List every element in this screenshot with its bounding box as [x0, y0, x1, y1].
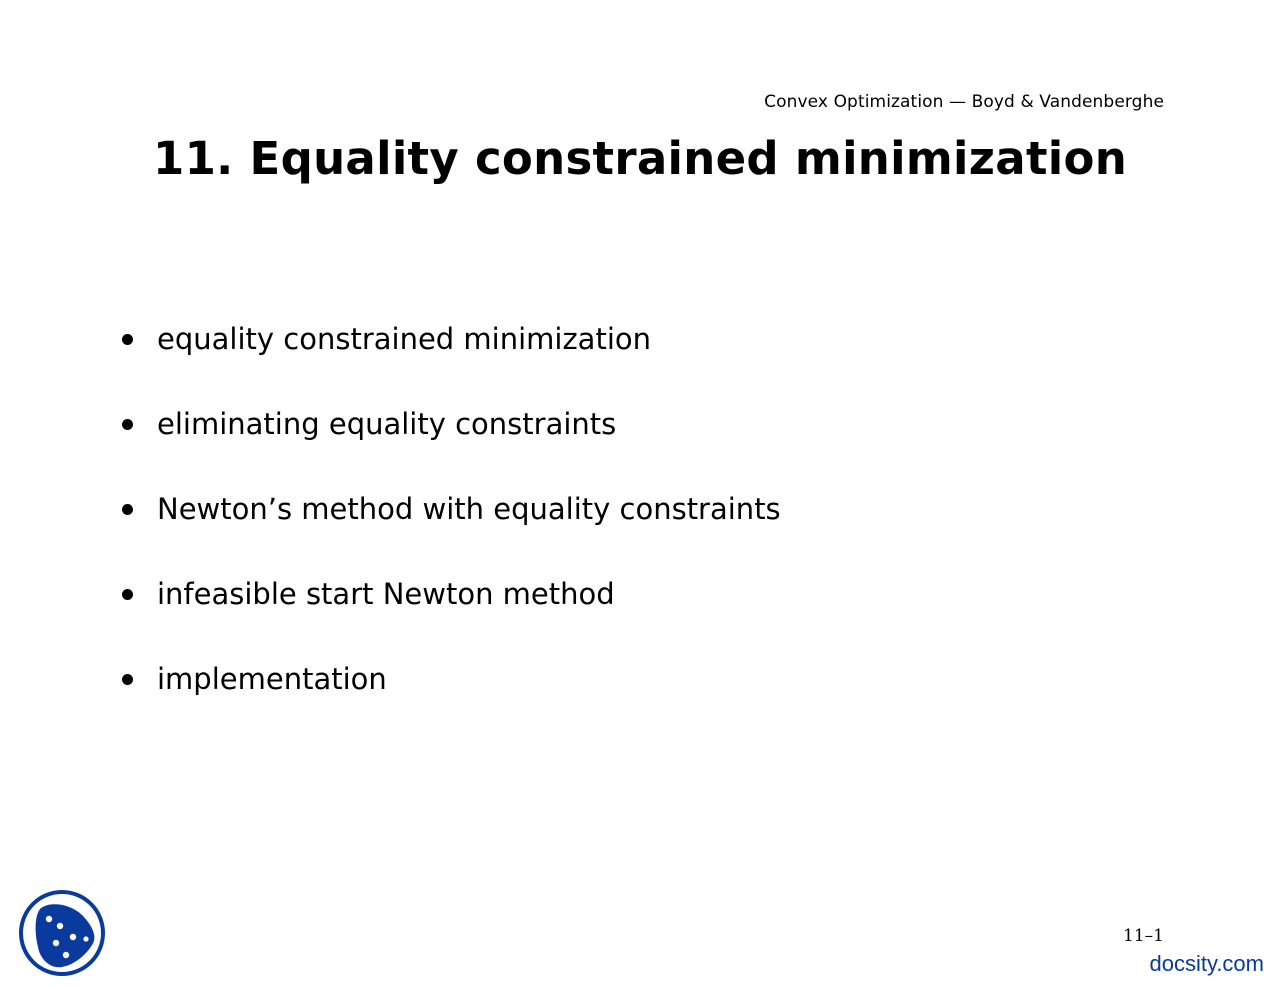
bullet-text: equality constrained minimization	[157, 322, 652, 356]
bullet-text: infeasible start Newton method	[157, 577, 615, 611]
bullet-item	[122, 658, 781, 700]
bullet-item	[122, 488, 781, 530]
bullet-text: eliminating equality constraints	[157, 407, 617, 441]
bullet-dot-icon	[122, 504, 133, 515]
bullet-text: Newton’s method with equality constraints	[157, 492, 781, 526]
page-number: 11–1	[1123, 926, 1164, 946]
bullet-item	[122, 318, 781, 360]
bullet-item	[122, 573, 781, 615]
bullet-dot-icon	[122, 419, 133, 430]
bullet-dot-icon	[122, 589, 133, 600]
watermark-link[interactable]: docsity.com	[1149, 951, 1264, 976]
bullet-dot-icon	[122, 674, 133, 685]
bullet-item	[122, 403, 781, 445]
bullet-dot-icon	[122, 334, 133, 345]
bullet-list	[122, 318, 781, 743]
slide-title: 11. Equality constrained minimization	[152, 132, 1128, 185]
bullet-text: implementation	[157, 662, 387, 696]
university-seal-icon	[18, 889, 106, 977]
running-header: Convex Optimization — Boyd & Vandenberghe	[764, 92, 1164, 112]
